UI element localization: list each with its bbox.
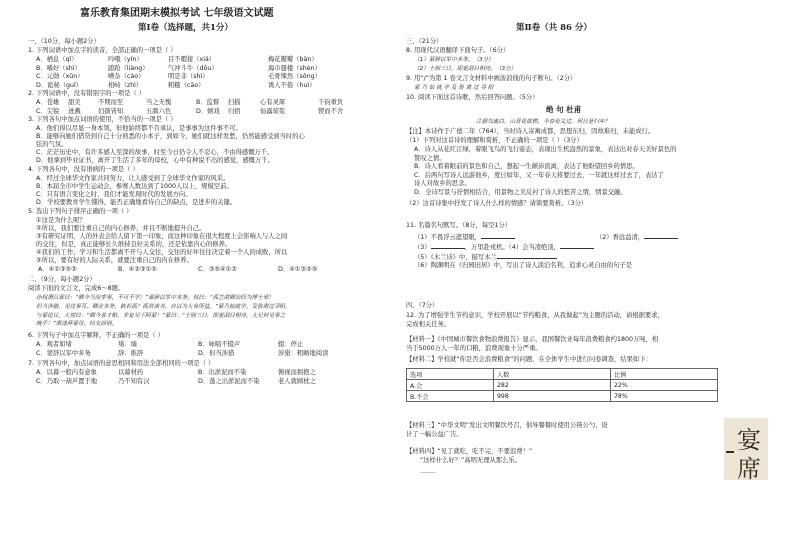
question-7: 7. 下列各句中，加点词语的意思相同和用法全部相同的一项是（ ） [28,360,215,367]
table-row [407,391,718,402]
option-cell: 辍：停止 [278,341,304,348]
question-11: 11. 名篇名句默写。（8分，每空1分） [406,222,512,229]
option-cell: 仙露琼浆 [260,107,286,115]
option-cell: 千钧重负 [318,99,344,106]
option-cell: 堵：墙 [118,341,137,348]
choice-option: A．④①③⑤② [38,266,77,273]
option-line: A．诗人从花红江绿，着眼飞鸟的飞行姿态，表现出生机盎然的景象，表达出对春天美好景色的 [414,146,677,153]
option-line: 诗人对故乡的思念。 [414,180,471,188]
table-cell: 22% [611,380,718,391]
part-one-heading: 第Ⅰ卷（选择题，共1分） [138,23,233,33]
material-two: 【材料二】学校就“你是否会浪费粮食”的问题，在全体学生中进行问卷调查，结果如下： [406,356,652,363]
question-10: 10. 阅读下面这首诗歌，然后回答问题。（5分） [406,94,539,101]
question-12: 12. 为了增强学生节约意识，学校开展以“节约粮食，从我做起”为主题的活动，请根据要求， [406,312,664,319]
table-cell: 78% [611,391,718,402]
dots: ········ [420,470,437,477]
option-cell: 以幕材药 [118,369,144,376]
dictation-1: （1）不畏浮云遮望眼， [414,232,515,242]
question-9-sentence: 蒙 乃 始 就 学 及 鲁 肃 过 寻 阳 [414,85,494,91]
option-cell: 辞：推辞 [118,349,144,357]
question-12: 完成相关任务。 [406,321,451,328]
option-cell: A．苍雄 [36,99,60,106]
table-row [407,380,718,391]
option-cell: 毛骨悚然（sǒng） [268,73,321,80]
table-cell: B.不会 [407,391,494,402]
question-6: 6. 下列句子中加点字解释，不正确的一项是（ ） [28,332,164,339]
question-5-choices [38,266,358,274]
survey-table [406,368,718,402]
dictation-5: （5）《木兰诗》中，描写木兰 [414,252,557,262]
poem-text: 江碧鸟逾白，山青花欲燃。今春看又过，何日是归年？ [476,119,611,125]
question-2: 2. 下列词语中，没有错别字的一项是（ ） [28,90,146,97]
table-cell: A.会 [407,380,494,391]
option-line: 但当涉猎，见往事耳。卿言多务，孰若孤？孤常读书，自以为大有所益。”蒙乃始就学。及鲁肃过寻阳， [36,303,291,310]
option-cell: A．栖息（qī） [36,56,78,63]
question-4: 4. 下列各句中，没有语病的一项是（ ） [28,166,139,173]
option-line: D．学校要教育学生懂得，能否正确地看待自己的缺点，是进步的关键。 [36,199,237,206]
option-cell: 诱人不倦（huì） [268,81,316,89]
material-three: 【材料三】“中华文明”发出文明餐饮号召，倡导餐餐时使用公筷公勺，设 [406,422,608,429]
option-line: 孙权谓吕蒙曰：“卿今当涂掌事，不可不学！”蒙辞以军中多务。权曰：“孤岂欲卿治经为博士邪！ [36,295,275,301]
question-8-item: （1）蒙辞以军中多务。（3分） [414,57,494,63]
option-cell: A．观者如堵 [36,341,72,348]
section-heading: 四、（7分） [406,302,439,309]
option-cell: 当之无愧 [146,99,172,106]
option-line: 赞叹之情。 [414,154,446,162]
option-line: ③有研究证明，人的外表会给人留下第一印象，而这种印象在很大程度上会影响人与人之间 [36,233,288,240]
option-line: A．经过全球华文作家共同努力，让人感受到了全球华文作家的风采。 [36,175,230,182]
option-line: 与蒙论议，大惊曰：“卿今者才略，非复吴下阿蒙！”蒙曰：“士别三日，即更刮目相待，大兄何见事之 [36,312,286,319]
choice-option: B．④②③①⑤ [118,266,157,273]
choice-option: D．④①③②⑤ [278,266,318,273]
logo-bar [726,451,734,453]
question-5: 5. 选出下列句子排序正确的一项（ ） [28,208,133,215]
option-cell: 老人就顾枕之 [278,377,316,385]
material-three: 计了一幅公益广告。 [406,431,463,438]
material-four: “这样什么好？”高明无理从那么乐。 [420,457,521,464]
poem-note: 【注】本诗作于广德二年（764），当时诗人寄寓成都，思想东归，因故难归，未能成行。 [406,128,655,135]
option-line: D．他拿到毕业证书，离开了生活了多年的母校，心中有种说不出的感觉，感慨万千。 [36,157,274,164]
option-cell: 妇孺皆知 [98,107,124,115]
question-10-1: （1）下列对这首诗的理解和赏析，不正确的一项是（ ）（3分） [406,137,583,144]
option-line: 弦的气氛。 [36,141,68,148]
material-one: 【材料一】《中国城市餐饮食物浪费报告》显示，我国餐饮业每年浪费粮食约1800万吨，相 [406,336,659,343]
table-header: 选项 [407,369,494,380]
question-10-2: （2）这首诗集中抒发了诗人什么样的情感？请简要赏析。（3分） [406,200,588,207]
logo-char-top: 宴 [737,426,761,454]
question-1: 1. 下列词语中加点字的读音，全部正确的一项是（ ） [28,47,177,54]
option-cell: A．以幕一般内有意象 [36,369,97,376]
option-line: B．诗人看着眼前的景色和自己，想起一生颠沛流离，表达了他盼望回乡的情思。 [414,163,639,171]
option-cell: 锲而不舍 [318,107,344,115]
option-cell: 扫描 [228,99,241,106]
option-cell: B．监督 [196,99,220,106]
table-header: 人数 [494,369,611,380]
dictation-6: （6）陶渊明在《归园田居》中，写出了诗人淡泊名利，追求心灵自由的句子是 [414,262,633,269]
option-cell: 俯视而拥抱之 [278,369,316,376]
option-line: B．能够向她们借贷到自己十分熟悉的小本子，到如今，她们就这样发愁，仍然能感受到当时的心 [36,133,305,140]
option-cell: 粗糙（cāo） [168,81,205,89]
option-line: ②所以，我们要注重自己的内心修养，并且不断地提升自己。 [36,225,206,232]
option-cell: 吟哦（yín） [108,56,143,63]
option-cell: 明是非（shì） [168,73,209,80]
dictation-3: （3） ，万里赴戎机。（4）会当凌绝顶， [414,242,594,252]
table-header: 比例 [611,369,718,380]
option-cell: 甜美 [68,99,81,106]
poem-title: 绝 句 杜甫 [546,105,582,114]
option-cell: B．咏唱不辍声 [198,341,241,348]
option-cell: D．蓬之出淤泥而不染 [198,377,260,385]
table-cell: 282 [494,380,611,391]
dictation-2: （2）香远益清， [596,232,678,242]
table-header-row [407,369,718,380]
banquet-logo [724,418,768,483]
option-line: ④我们的工作、学习和生活都离不开与人交往，交往的好坏往往决定着一个人的成败，所以 [36,249,288,256]
table-cell: 998 [494,391,611,402]
option-cell: 涉猎：粗略地阅读 [278,349,329,357]
option-cell: 气冲斗牛（dǒu） [168,64,218,72]
exam-title: 富乐教育集团期末模拟考试 七年级语文试题 [80,8,274,19]
left-column [28,0,390,550]
option-cell: 不期而至 [98,99,124,106]
material-four: 【材料四】“见了就吃，吃不完，不要浪费！” [406,448,533,455]
option-line: B．本届全市中学生运动会，参赛人数达到了1000人以上，规模空前。 [36,183,233,190]
option-cell: 心有灵犀 [260,99,286,106]
option-cell: 海市蜃楼（shèn） [268,64,321,72]
question-9: 9. 用“/”为第 1 卷文言文材料中画波浪线的句子断句。（2分） [406,75,577,82]
option-line: A．他们得以尽显一身本领，但他始终都不肯承认，是事事为这件事不可。 [36,125,242,132]
option-line: C．茫茫历史中，有许多感人至深的故事，时至今日仍令人不忍心，不由得感慨万千。 [36,149,274,156]
section-heading: 三、（21分） [406,38,443,45]
choice-option: C．③⑤④①② [198,266,237,273]
section-heading: 一、（10分，每小题2分） [28,38,100,45]
option-line: C．后两句写诗人远游他乡，度日如年，又一年春天将要过去，一年就这样过去了，表达了 [414,171,664,179]
material-one: 当于5000万人一年的口粮，浪费现象十分严重。 [406,345,542,352]
question-3: 3. 下列各句中加点词语的使用，不恰当的一项是（ ） [28,116,177,123]
option-cell: 归宿 [228,107,241,115]
option-line: 的交往，但是，真正能够长久维持良好关系的，还是依靠内心的修养。 [36,241,232,248]
option-cell: 五颜六色 [146,107,172,115]
option-cell: 相峙（zhì） [108,81,143,89]
option-line: 晚乎！”肃遂拜蒙母，结友而别。 [36,321,118,328]
option-cell: 乃不知有汉 [118,377,150,385]
option-line: C．只有语言变化之时，我们才能发现时代的发展方向。 [36,191,192,198]
option-cell: B．嗜好（shì） [36,64,81,72]
option-cell: D．诡秘（guǐ） [36,81,83,89]
option-cell: B．出淤泥而不染 [198,369,247,376]
part-two-heading: 第Ⅱ卷（共 86 分） [516,23,592,33]
option-line: ⑤所以，要有好的人际关系，就要注重自己的内在修养。 [36,257,193,264]
option-cell: C．元勋（xūn） [36,73,84,80]
option-cell: C．尖锐 [36,107,60,115]
option-cell: C．乃取一葫芦置于地 [36,377,98,385]
option-cell: 踉跄（liàng） [108,64,149,72]
reading-intro: 阅读下面的文言文，完成6～8题。 [28,285,125,292]
option-cell: C．蒙辞以军中多务 [36,349,91,357]
option-line: ①这是为什么呢？ [36,217,86,224]
option-cell: 目不暇接（xiá） [168,56,216,63]
option-cell: 梅花瓣瓣（bàn） [268,56,318,63]
right-column [406,0,772,550]
option-cell: D．但当涉猎 [198,349,235,357]
logo-char-bottom: 席 [737,455,761,483]
question-8: 8. 用现代汉语翻译下面句子。（6分） [406,47,510,54]
option-cell: 迸溅 [68,107,81,115]
option-line: D．全诗写景与抒情相结合，用景物之美反衬了诗人的愁苦之情，情景交融。 [414,189,627,196]
question-8-item: （2）士别三日，即更刮目相待。（3分） [414,66,517,72]
section-heading: 二、（9分，每小题2分） [28,276,96,283]
option-cell: 嘈杂（cáo） [108,73,145,80]
option-cell: D．嬉戏 [196,107,220,115]
